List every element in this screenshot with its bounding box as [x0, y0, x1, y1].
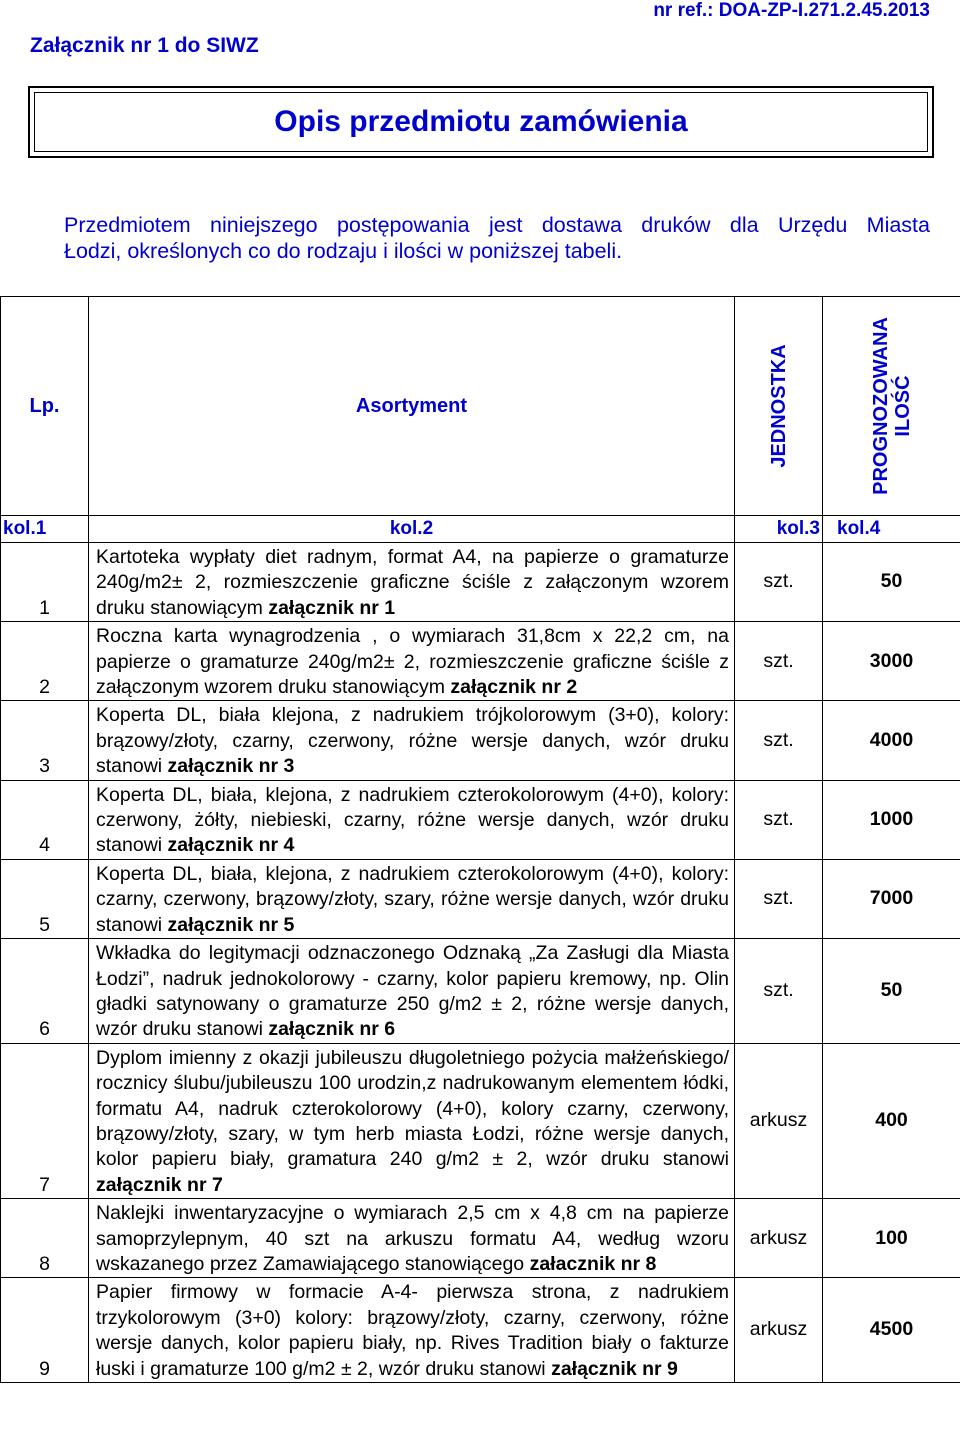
- intro-line-2: Łodzi, określonych co do rodzaju i ilości w poniższej tabeli.: [64, 239, 623, 263]
- table-row: [1, 701, 960, 780]
- row-lp: 4: [1, 780, 89, 859]
- table-row: [1, 780, 960, 859]
- title-box: [28, 86, 934, 158]
- header-ilosc-line2: ILOŚĆ: [891, 375, 914, 437]
- row-quantity: 50: [823, 543, 960, 622]
- kol-1: kol.1: [1, 516, 89, 543]
- row-lp: 6: [1, 939, 89, 1044]
- row-unit: arkusz: [735, 1278, 823, 1383]
- header-ilosc-cell: [823, 297, 960, 516]
- table-row: [1, 1199, 960, 1278]
- row-lp: 5: [1, 859, 89, 938]
- row-lp: 1: [1, 543, 89, 622]
- row-description-text: Naklejki inwentaryzacyjne o wymiarach 2,5 cm x 4,8 cm na papierze samoprzylepnym, 40 szt na arkuszu formatu A4, według wzoru wskazanego przez Zamawiającego stanowiącego: [96, 1202, 729, 1275]
- row-description: [89, 859, 735, 938]
- row-description-text: Papier firmowy w formacie A-4- pierwsza strona, z nadrukiem trzykolorowym (3+0) kolory: brązowy/złoty, czarny, czerwony, różne wersje danych, kolor papieru biały, np. Rives Tradition biały o fakturze łuski i gramaturze 100 g/m2 ± 2, wzór druku stanowi: [96, 1281, 729, 1380]
- header-lp: Lp.: [1, 297, 89, 516]
- row-lp: 3: [1, 701, 89, 780]
- row-unit: szt.: [735, 701, 823, 780]
- row-quantity: 100: [823, 1199, 960, 1278]
- header-ilosc-line1: PROGNOZOWANA: [869, 317, 892, 495]
- row-description-text: Dyplom imienny z okazji jubileuszu długoletniego pożycia małżeńskiego/ rocznicy ślubu/jubileuszu 100 urodzin,z nadrukowanym elementem łódki, formatu A4, nadruk czterokolorowy (4+0), kolory czarny, czerwony, brązowy/złoty, szary, w tym herb miasta Łodzi, różne wersje danych, kolor papieru biały, gramatura 240 g/m2 ± 2, wzór druku stanowi: [96, 1046, 729, 1171]
- row-description: [89, 939, 735, 1044]
- row-description-text: Koperta DL, biała klejona, z nadrukiem trójkolorowym (3+0), kolory: brązowy/złoty, czarny, czerwony, różne wersje danych, wzór druku stanowi: [96, 704, 729, 778]
- kol-4: kol.4: [823, 516, 960, 543]
- table-header-row: [1, 297, 960, 516]
- column-number-row: [1, 516, 960, 543]
- row-quantity: 3000: [823, 622, 960, 701]
- row-description: [89, 780, 735, 859]
- header-jednostka: JEDNOSTKA: [767, 344, 790, 468]
- row-lp: 8: [1, 1199, 89, 1278]
- row-unit: arkusz: [735, 1043, 823, 1198]
- table-row: [1, 859, 960, 938]
- row-description: [89, 1043, 735, 1198]
- table-row: [1, 939, 960, 1044]
- row-unit: szt.: [735, 939, 823, 1044]
- row-description-text: Roczna karta wynagrodzenia , o wymiarach 31,8cm x 22,2 cm, na papierze o gramaturze 240g/m2± 2, rozmieszczenie graficzne ściśle z załączonym wzorem druku stanowiącym: [96, 625, 729, 699]
- row-description: [89, 701, 735, 780]
- row-lp: 9: [1, 1278, 89, 1383]
- kol-2: kol.2: [89, 516, 735, 543]
- page-title: Opis przedmiotu zamówienia: [34, 92, 928, 152]
- row-description: [89, 543, 735, 622]
- table-row: [1, 622, 960, 701]
- table-row: [1, 1043, 960, 1198]
- row-quantity: 400: [823, 1043, 960, 1198]
- row-quantity: 7000: [823, 859, 960, 938]
- kol-3: kol.3: [735, 516, 823, 543]
- row-attachment-ref: załącznik nr 7: [96, 1173, 223, 1196]
- header-asortyment: Asortyment: [89, 297, 735, 516]
- row-attachment-ref: załącznik nr 9: [551, 1357, 678, 1380]
- row-lp: 2: [1, 622, 89, 701]
- items-table: [0, 296, 960, 1383]
- row-unit: szt.: [735, 780, 823, 859]
- row-unit: arkusz: [735, 1199, 823, 1278]
- row-description-text: Kartoteka wypłaty diet radnym, format A4, na papierze o gramaturze 240g/m2± 2, rozmieszczenie graficzne ściśle z załączonym wzorem druku stanowiącym: [96, 546, 729, 619]
- row-description: [89, 1199, 735, 1278]
- row-attachment-ref: załącznik nr 4: [167, 834, 295, 857]
- reference-number: nr ref.: DOA-ZP-I.271.2.45.2013: [653, 0, 930, 21]
- intro-paragraph: [64, 212, 930, 264]
- row-attachment-ref: załącznik nr 1: [268, 596, 396, 619]
- intro-line-1: Przedmiotem niniejszego postępowania jest dostawa druków dla Urzędu Miasta: [64, 213, 930, 237]
- row-unit: szt.: [735, 859, 823, 938]
- row-attachment-ref: załącznik nr 5: [167, 913, 295, 936]
- row-attachment-ref: załącznik nr 6: [268, 1018, 396, 1041]
- table-row: [1, 543, 960, 622]
- row-quantity: 4000: [823, 701, 960, 780]
- row-lp: 7: [1, 1043, 89, 1198]
- row-attachment-ref: załącznik nr 3: [167, 755, 295, 778]
- row-description: [89, 622, 735, 701]
- row-attachment-ref: załącznik nr 2: [450, 676, 578, 699]
- row-attachment-ref: załacznik nr 8: [529, 1252, 657, 1275]
- row-description-text: Wkładka do legitymacji odznaczonego Odznaką „Za Zasługi dla Miasta Łodzi”, nadruk jednokolorowy - czarny, kolor papieru kremowy, np. Olin gładki satynowany o gramaturze 250 g/m2 ± 2, różne wersje danych, wzór druku stanowi: [96, 942, 729, 1041]
- row-quantity: 1000: [823, 780, 960, 859]
- row-quantity: 50: [823, 939, 960, 1044]
- row-description-text: Koperta DL, biała, klejona, z nadrukiem czterokolorowym (4+0), kolory: czarny, czerwony, brązowy/złoty, szary, różne wersje danych, wzór druku stanowi: [96, 862, 729, 936]
- row-description-text: Koperta DL, biała, klejona, z nadrukiem czterokolorowym (4+0), kolory: czerwony, żółty, niebieski, czarny, różne wersje danych, wzór druku stanowi: [96, 783, 729, 857]
- header-jednostka-cell: [735, 297, 823, 516]
- row-unit: szt.: [735, 543, 823, 622]
- row-description: [89, 1278, 735, 1383]
- row-quantity: 4500: [823, 1278, 960, 1383]
- table-row: [1, 1278, 960, 1383]
- header-ilosc: [870, 317, 914, 495]
- annex-label: Załącznik nr 1 do SIWZ: [30, 34, 259, 57]
- row-unit: szt.: [735, 622, 823, 701]
